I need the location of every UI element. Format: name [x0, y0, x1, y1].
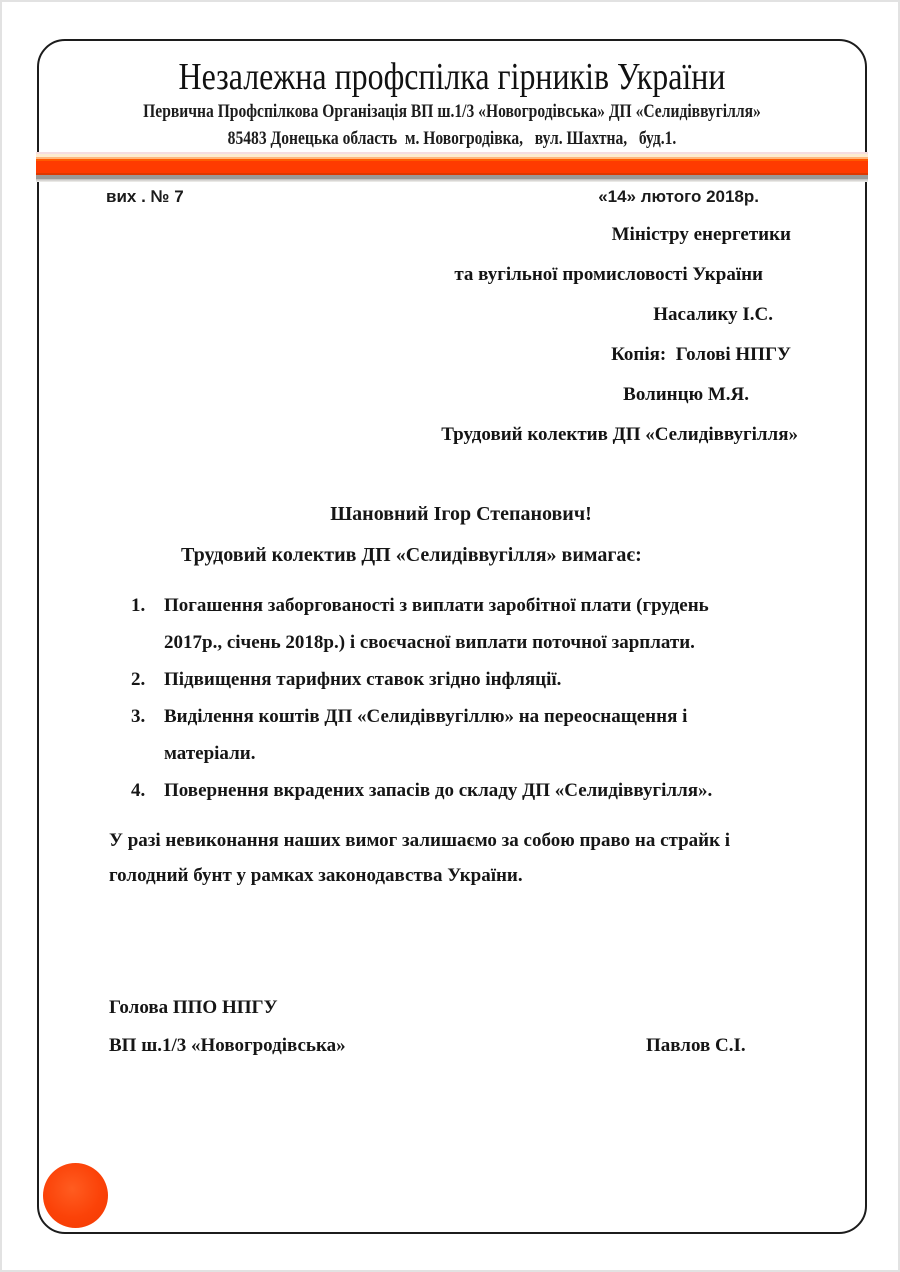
demand-item-line: матеріали. [164, 743, 256, 764]
letterhead-divider-bar [36, 152, 868, 182]
outgoing-number: вих . № 7 [106, 187, 184, 206]
demand-item-line: 2. Підвищення тарифних ставок згідно інфляції. [131, 661, 795, 698]
signature-position-line1: Голова ППО НПГУ [109, 997, 278, 1018]
stamp-circle [43, 1163, 108, 1228]
warning-paragraph [109, 823, 795, 893]
demand-item-line: 3. Виділення коштів ДП «Селидіввугіллю» на переоснащення і [131, 698, 795, 735]
warning-line: У разі невиконання наших вимог залишаємо за собою право на страйк і [109, 830, 731, 851]
recipient-line: Копія: Голові НПГУ [611, 344, 791, 365]
recipient-block [239, 215, 798, 455]
signature-row [109, 1035, 795, 1057]
demand-number: 1. [131, 595, 146, 616]
recipient-line: Насалику І.С. [653, 304, 773, 325]
demands-intro: Трудовий колектив ДП «Селидіввугілля» вимагає: [181, 544, 642, 566]
demand-item-line: 4. Повернення вкрадених запасів до складу ДП «Селидіввугілля». [131, 772, 795, 809]
signature-position-line2: ВП ш.1/3 «Новогродівська» [109, 1035, 346, 1056]
demands-list [131, 587, 795, 809]
recipient-line: Трудовий колектив ДП «Селидіввугілля» [441, 424, 798, 445]
recipient-line: Волинцю М.Я. [623, 384, 749, 405]
recipient-line: Міністру енергетики [611, 224, 791, 245]
signature-name: Павлов С.І. [646, 1035, 746, 1056]
organization-title: Незалежна профспілка гірників України [178, 56, 726, 98]
letter-date: «14» лютого 2018р. [598, 187, 759, 206]
recipient-line: та вугільної промисловості України [454, 264, 763, 285]
warning-line: голодний бунт у рамках законодавства України. [109, 865, 523, 886]
organization-subtitle: Первична Профспілкова Організація ВП ш.1/3 «Новогродівська» ДП «Селидіввугілля» [143, 101, 761, 122]
meta-row [106, 187, 759, 207]
organization-address: 85483 Донецька область м. Новогродівка, вул. Шахтна, буд.1. [227, 128, 677, 149]
demand-item-line: 2017р., січень 2018р.) і своєчасної виплати поточної зарплати. [164, 632, 695, 653]
demand-number: 3. [131, 706, 146, 727]
document-page [37, 39, 867, 1234]
salutation: Шановний Ігор Степанович! [330, 503, 592, 525]
demand-number: 2. [131, 669, 146, 690]
demand-number: 4. [131, 780, 146, 801]
demand-item-line: 1. Погашення заборгованості з виплати заробітної плати (грудень [131, 587, 795, 624]
